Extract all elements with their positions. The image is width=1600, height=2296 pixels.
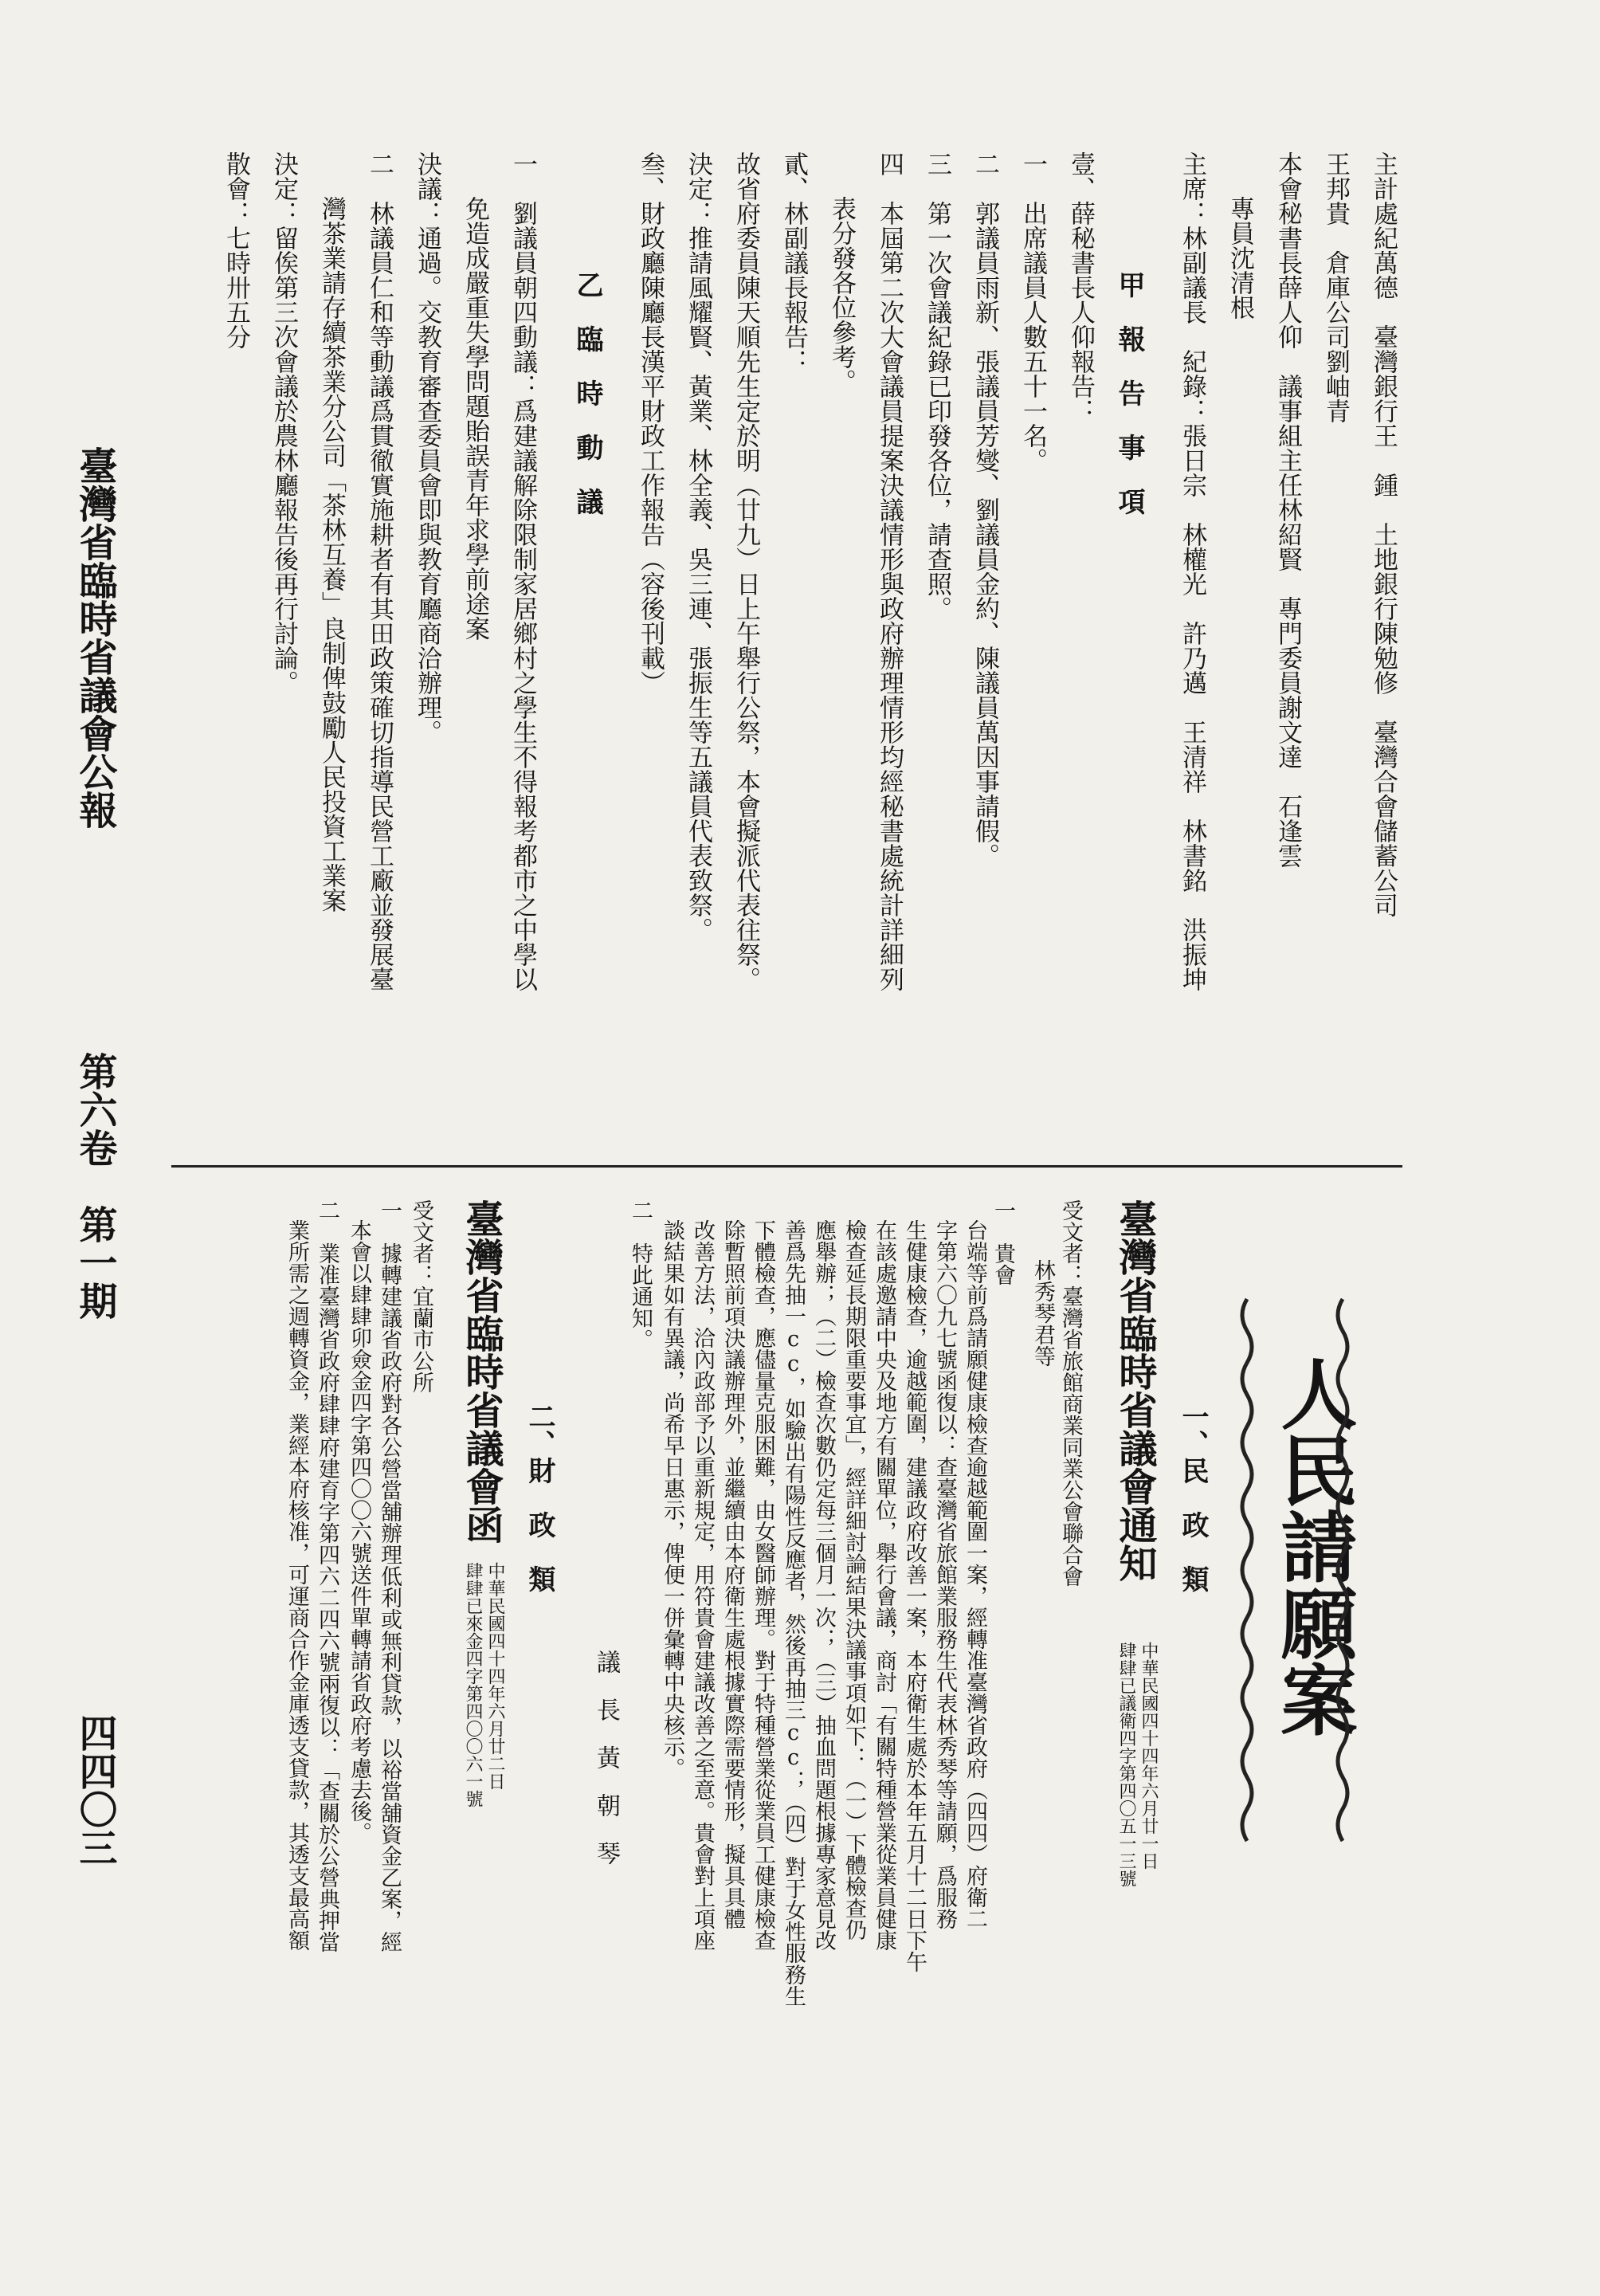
minutes-text-column: 壹、薛秘書長人仰報告： (1066, 151, 1095, 423)
minutes-text-column: 主席：林副議長 紀錄：張日宗 林權光 許乃邁 王清祥 林書銘 洪振坤 (1178, 151, 1206, 991)
petition-text-column: 在該處邀請中央及地方有關單位，舉行會議，商討「有關特種營業從業員健康 (872, 1219, 896, 1951)
minutes-text-column: 叁、財政廳陳廳長漢平財政工作報告（容後刊載） (636, 151, 665, 695)
petition-text-column: 檢查延長期限重要事宜」，經詳細討論結果決議事項如下：（一）下體檢查仍 (841, 1219, 866, 1941)
minutes-text-column: 表分發各位參考。 (827, 196, 856, 394)
petition-text-column: 二、財 政 類 (524, 1403, 555, 1592)
publication-name: 臺灣省臨時省議會公報 (73, 446, 117, 829)
petition-text-column: 臺灣省臨時省議會通知 (1112, 1199, 1157, 1582)
petition-text-column: 二 特此通知。 (628, 1199, 653, 1350)
petition-text-column: 中華民國四十四年六月廿一日 (1139, 1642, 1159, 1870)
minutes-text-column: 一 出席議員人數五十一名。 (1018, 151, 1047, 473)
minutes-text-column: 決定：留俟第三次會議於農林廳報告後再行討論。 (269, 151, 298, 695)
petition-section-title: 人民請願案 (1269, 1355, 1359, 1737)
petition-text-column: 台端等前爲請願健康檢查逾越範圍一案，經轉准臺灣省政府（四四）府衛二 (963, 1219, 987, 1929)
minutes-text-column: 散會：七時卅五分 (222, 151, 250, 349)
petition-text-column: 中華民國四十四年六月廿二日 (485, 1562, 505, 1790)
petition-text-column: 肆肆已議衛四字第四〇五一三號 (1116, 1642, 1136, 1887)
petition-text-column: 臺灣省臨時省議會函 (459, 1199, 504, 1544)
minutes-text-column: 一 劉議員朝四動議：爲建議解除限制家居鄉村之學生不得報考都市之中學以 (508, 151, 537, 991)
section-divider (171, 1165, 1402, 1168)
petition-text-column: 受文者：宜蘭市公所 (409, 1199, 433, 1393)
petition-text-column: 一 據轉建議省政府對各公營當舖辦理低利或無利貸款，以裕當舖資金乙案，經 (377, 1199, 402, 1953)
minutes-text-column: 本會秘書長薛人仰 議事組主任林紹賢 專門委員謝文達 石逢雲 (1273, 151, 1302, 868)
petition-text-column: 應舉辦；（二）檢查次數仍定每三個月一次；（三）抽血問題根據專家意見改 (811, 1219, 836, 1951)
minutes-text-column: 故省府委員陳天順先生定於明（廿九）日上午舉行公祭，本會擬派代表往祭。 (731, 151, 760, 991)
petition-text-column: 業所需之週轉資金，業經本府核准，可運商合作金庫透支貸款，其透支最高額 (284, 1219, 309, 1951)
minutes-text-column: 四 本屆第二次大會議員提案決議情形與政府辦理情形均經秘書處統計詳細列 (875, 151, 904, 991)
page-number: 四四〇三 (73, 1713, 117, 1866)
minutes-text-column: 甲 報 告 事 項 (1113, 271, 1145, 515)
petition-text-column: 一 貴會 (990, 1199, 1015, 1285)
petition-text-column: 一、民 政 類 (1177, 1403, 1209, 1592)
minutes-text-column: 主計處紀萬德 臺灣銀行王 鍾 土地銀行陳勉修 臺灣合會儲蓄公司 (1369, 151, 1398, 917)
petition-text-column: 談結果如有異議，尚希早日惠示，俾便一併彙轉中央核示。 (660, 1219, 684, 1779)
title-border-decoration (1223, 1291, 1367, 1865)
minutes-text-column: 乙 臨 時 動 議 (571, 271, 603, 515)
minutes-text-column: 決定：推請風耀賢、黃業、林全義、吳三連、張振生等五議員代表致祭。 (684, 151, 712, 942)
minutes-text-column: 二 郭議員雨新、張議員芳燮、劉議員金約、陳議員萬因事請假。 (971, 151, 999, 868)
petition-text-column: 生健康檢查，逾越範圍，建議政府改善一案，本府衛生處於本年五月十二日下午 (902, 1219, 927, 1972)
minutes-text-column: 決議：通過。交教育審查委員會即與教育廳商洽辦理。 (413, 151, 441, 744)
petition-text-column: 下體檢查，應儘量克服困難，由女醫師辦理。對于特種營業從業員工健康檢查 (751, 1219, 775, 1951)
petition-text-column: 林秀琴君等 (1030, 1259, 1055, 1367)
petition-text-column: 善爲先抽一cc，如驗出有陽性反應者，然後再抽三cc；（四）對于女性服務生 (781, 1219, 806, 2007)
minutes-text-column: 專員沈清根 (1225, 196, 1254, 320)
petition-text-column: 受文者：臺灣省旅館商業同業公會聯合會 (1058, 1199, 1083, 1587)
petition-text-column: 議 長 黃 朝 琴 (592, 1650, 620, 1865)
petition-text-column: 二 業准臺灣省政府肆肆府建育字第四六二四六號兩復以：「查關於公營典押當 (315, 1199, 339, 1953)
minutes-text-column: 王邦貴 倉庫公司劉岫青 (1321, 151, 1350, 423)
minutes-text-column: 貳、林副議長報告： (779, 151, 808, 374)
minutes-text-column: 三 第一次會議紀錄已印發各位，請查照。 (923, 151, 951, 621)
petition-text-column: 肆肆已來金四字第四〇〇六一號 (463, 1562, 483, 1807)
petition-text-column: 本會以肆肆卯僉金四字第四〇〇六號送件單轉請省政府考慮去後。 (347, 1219, 371, 1843)
petition-text-column: 改善方法，洽內政部予以重新規定，用符貴會建議改善之至意。貴會對上項座 (690, 1219, 715, 1951)
volume-issue: 第六卷 第一期 (73, 1052, 117, 1320)
minutes-text-column: 二 林議員仁和等動議爲貫徹實施耕者有其田政策確切指導民營工廠並發展臺 (365, 151, 394, 991)
minutes-text-column: 免造成嚴重失學問題貽誤青年求學前途案 (461, 196, 489, 641)
petition-text-column: 字第六〇九七號函復以：查臺灣省旅館業服務生代表林秀琴等請願，爲服務 (932, 1219, 957, 1929)
petition-text-column: 除暫照前項決議辦理外，並繼續由本府衛生處根據實際需要情形，擬具具體 (720, 1219, 745, 1929)
minutes-text-column: 灣茶業請存續茶業分公司「茶林互養」良制俾鼓勵人民投資工業案 (317, 196, 346, 913)
